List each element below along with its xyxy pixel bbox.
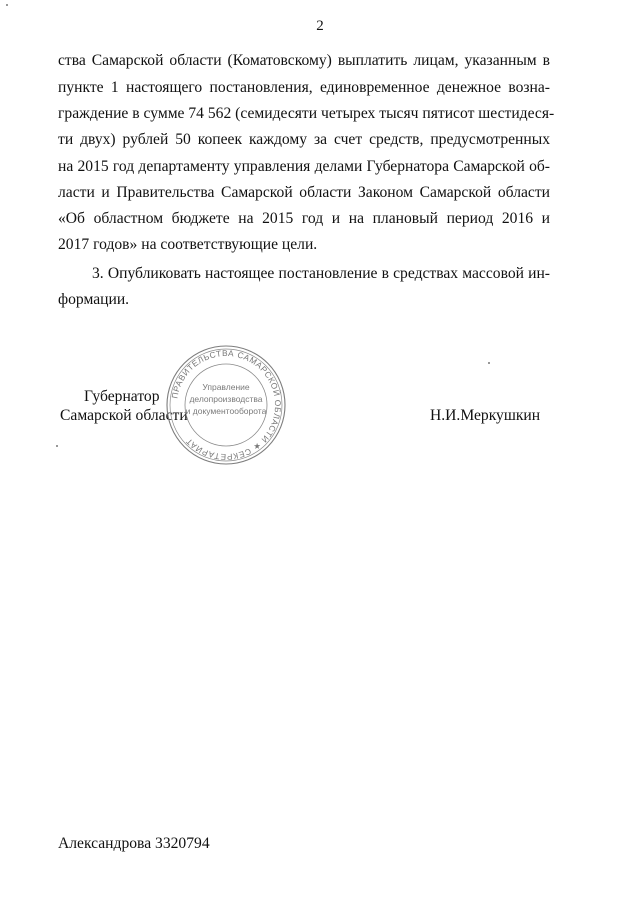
signatory-region: Самарской области (60, 407, 188, 424)
item-3-line: 3. Опубликовать настоящее постановление в средствах массовой ин- (92, 265, 550, 282)
signatory-title: Губернатор (84, 388, 160, 405)
signatory-name: Н.И.Меркушкин (430, 407, 541, 424)
scan-speck (488, 362, 490, 364)
body-line: 2017 годов» на соответствующие цели. (58, 236, 318, 253)
scan-speck (6, 4, 8, 6)
body-line: граждение в сумме 74 562 (семидесяти четырех тысяч пятисот шестидеся- (58, 105, 555, 122)
stamp-center-line: делопроизводства (189, 394, 263, 404)
official-stamp (164, 343, 288, 467)
page-number: 2 (316, 18, 324, 34)
body-line: ства Самарской области (Коматовскому) выплатить лицам, указанным в (58, 52, 550, 69)
body-line: «Об областном бюджете на 2015 год и на плановый период 2016 и (58, 210, 550, 227)
stamp-ring-text: ПРАВИТЕЛЬСТВА САМАРСКОЙ ОБЛАСТИ ★ СЕКРЕТАРИАТ (169, 347, 284, 463)
stamp-center-line: Управление (202, 382, 250, 392)
stamp-center-line: и документооборота (185, 406, 267, 416)
body-line: на 2015 год департаменту управления делами Губернатора Самарской об- (58, 158, 550, 175)
body-line: ласти и Правительства Самарской области Законом Самарской области (58, 184, 550, 201)
body-line: пункте 1 настоящего постановления, единовременное денежное возна- (58, 79, 550, 96)
item-3-line: формации. (58, 291, 130, 308)
scan-speck (56, 445, 58, 447)
executor-line: Александрова 3320794 (58, 835, 210, 852)
body-line: ти двух) рублей 50 копеек каждому за счет средств, предусмотренных (58, 131, 550, 148)
